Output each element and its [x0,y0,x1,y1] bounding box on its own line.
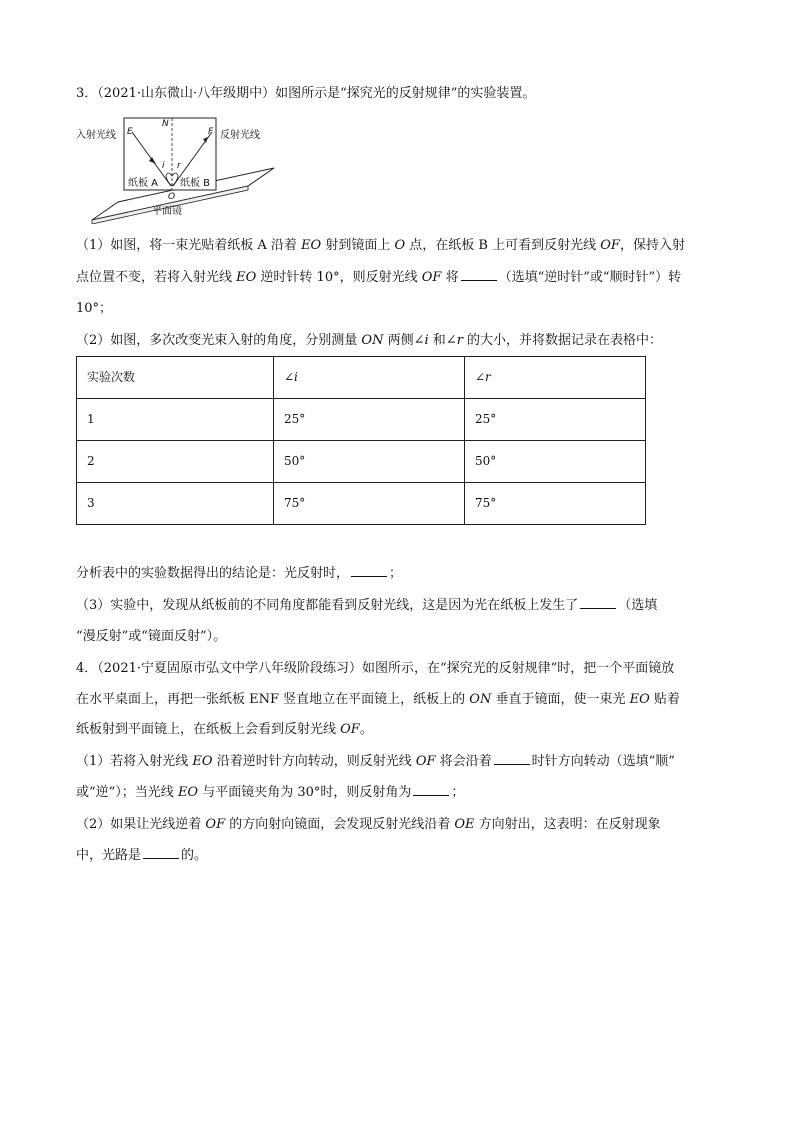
table-header-row [77,357,646,399]
table-cell: 75° [274,483,465,525]
q3-part2: （2）如图，多次改变光束入射的角度，分别测量 ON 两侧∠i 和∠r 的大小，并将数据记录在表格中： [76,333,663,348]
board-a-label: 纸板 A [128,178,159,189]
header-cell: 实验次数 [77,357,274,399]
table-cell: 50° [274,441,465,483]
q4-part1-angle-blank[interactable] [413,783,449,796]
q3-part1-line1: （1）如图，将一束光贴着纸板 A 沿着 EO 射到镜面上 O 点，在纸板 B 上可看到反射光线 OF，保持入射 [76,238,685,253]
table-row [77,483,646,525]
table-cell: 75° [465,483,646,525]
table-row [77,399,646,441]
q3-part3-line1: （3）实验中，发现从纸板前的不同角度都能看到反射光线，这是因为光在纸板上发生了 （选填 [76,598,658,613]
table-cell: 2 [77,441,274,483]
q3-part3-line2: “漫反射”或“镜面反射”）。 [76,629,227,644]
reflection-experiment-figure [76,112,276,224]
q4-line3: 纸板射到平面镜上，在纸板上会看到反射光线 OF。 [76,722,373,737]
label-r: r [177,161,181,171]
header-cell: ∠i [274,357,465,399]
table-cell: 1 [77,399,274,441]
q4-line2: 在水平桌面上，再把一张纸板 ENF 竖直地立在平面镜上，纸板上的 ON 垂直于镜面，使一束光 EO 贴着 [76,692,680,707]
q3-part1-line2: 点位置不变，若将入射光线 EO 逆时针转 10°，则反射光线 OF 将 （选填“逆时针”或“顺时针”）转 [76,270,682,285]
board-b-label: 纸板 B [180,178,211,189]
q3-title: 3．（2021·山东微山·八年级期中）如图所示是“探究光的反射规律”的实验装置。 [76,86,536,101]
table-row [77,441,646,483]
label-i: i [162,161,165,171]
label-f: F [208,127,214,137]
reflected-ray-label: 反射光线 [220,130,260,141]
mirror-label: 平面镜 [152,206,182,217]
q3-part3-answer-blank[interactable] [580,596,616,609]
q3-analysis-answer-blank[interactable] [351,564,387,577]
q4-part1-line2: 或“逆”）；当光线 EO 与平面镜夹角为 30°时，则反射角为 ； [76,785,465,800]
table-cell: 50° [465,441,646,483]
q4-title: 4．（2021·宁夏固原市弘文中学八年级阶段练习）如图所示，在“探究光的反射规律”时，把一个平面镜放 [76,661,675,676]
table-cell: 3 [77,483,274,525]
q3-part1-answer-blank[interactable] [461,268,497,281]
q4-part2-line2: 中，光路是 的。 [76,848,208,863]
q4-part2-answer-blank[interactable] [143,846,179,859]
label-e: E [127,127,133,137]
data-table [76,356,646,525]
q3-analysis: 分析表中的实验数据得出的结论是：光反射时， ； [76,566,403,581]
q4-part1-line1: （1）若将入射光线 EO 沿着逆时针方向转动，则反射光线 OF 将会沿着 时针方向转动（选填“顺” [76,754,675,769]
header-cell: ∠r [465,357,646,399]
table-cell: 25° [465,399,646,441]
q4-part2-line1: （2）如果让光线逆着 OF 的方向射向镜面，会发现反射光线沿着 OE 方向射出，这表明：在反射现象 [76,817,661,832]
label-n: N [162,119,169,129]
incident-ray-label: 入射光线 [76,130,116,141]
table-cell: 25° [274,399,465,441]
label-o: O [168,192,176,202]
q4-part1-direction-blank[interactable] [494,752,530,765]
q3-part1-line3: 10°； [76,301,113,316]
